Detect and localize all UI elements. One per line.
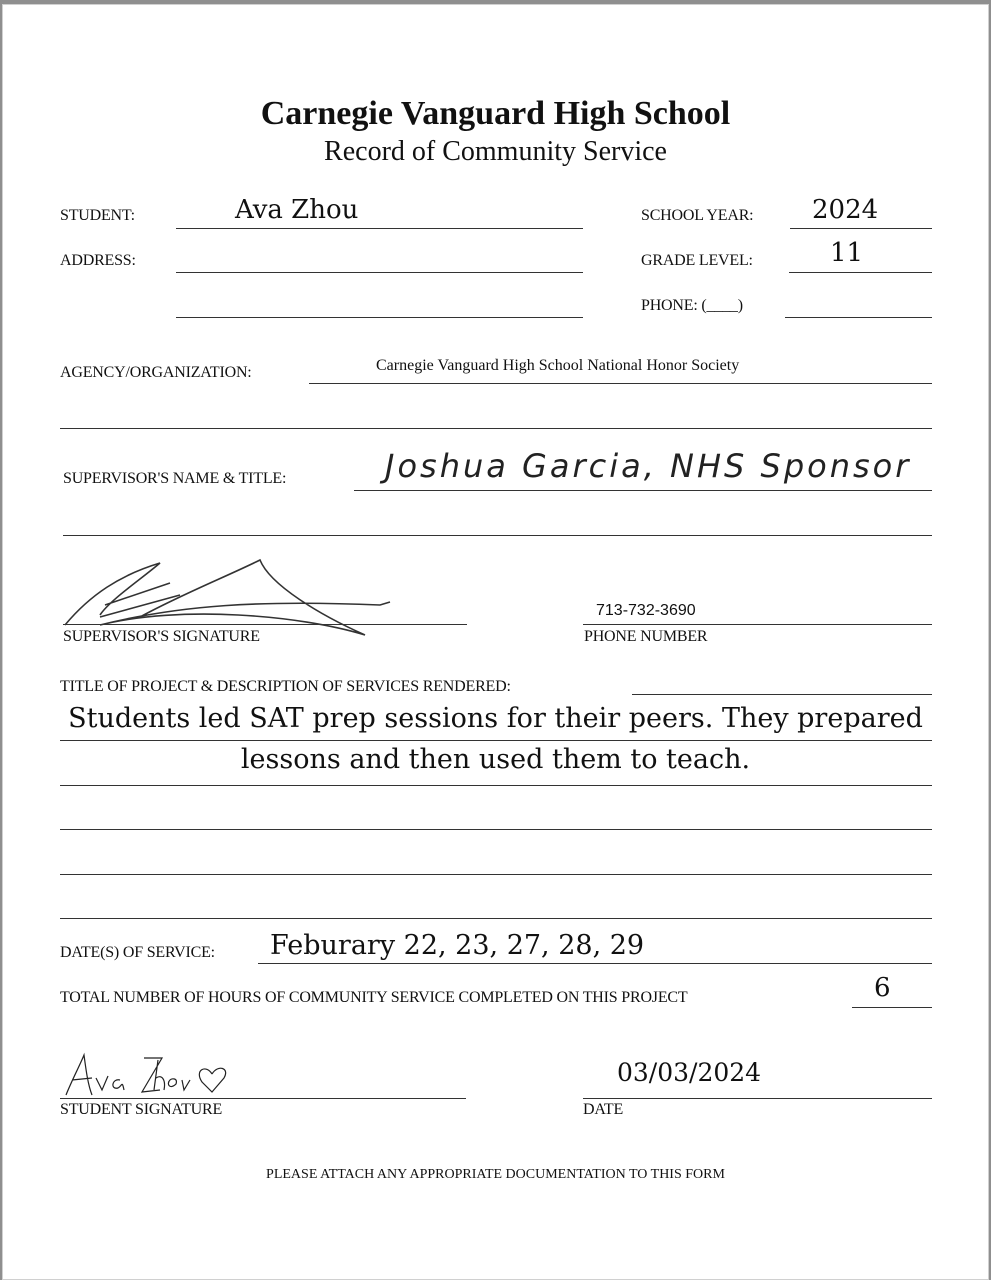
date-label: DATE <box>583 1101 624 1118</box>
school-title: Carnegie Vanguard High School <box>260 95 731 132</box>
grade-level-label: GRADE LEVEL: <box>641 252 753 269</box>
grade-level-line <box>789 272 932 273</box>
student-signature-label: STUDENT SIGNATURE <box>60 1101 223 1118</box>
school-year-value[interactable]: 2024 <box>812 195 879 225</box>
student-line <box>176 228 583 229</box>
student-label: STUDENT: <box>60 207 135 224</box>
supervisor-value[interactable]: Joshua Garcia, NHS Sponsor <box>385 447 912 485</box>
phone-number-label: PHONE NUMBER <box>584 628 708 645</box>
project-line-3[interactable] <box>60 829 932 830</box>
supervisor-line <box>354 490 932 491</box>
hours-label: TOTAL NUMBER OF HOURS OF COMMUNITY SERVICE COMPLETED ON THIS PROJECT <box>60 989 688 1006</box>
address-line-1[interactable] <box>176 272 583 273</box>
agency-line <box>309 383 932 384</box>
project-line-2 <box>60 785 932 786</box>
project-description-line-1[interactable]: Students led SAT prep sessions for their peers. They prepared <box>68 703 923 734</box>
supervisor-line-2 <box>63 535 932 536</box>
supervisor-signature-label: SUPERVISOR'S SIGNATURE <box>63 628 260 645</box>
agency-line-2 <box>60 428 932 429</box>
student-signature <box>62 1050 262 1100</box>
phone-label: PHONE: (____) <box>641 297 743 314</box>
hours-line <box>852 1007 932 1008</box>
school-year-label: SCHOOL YEAR: <box>641 207 754 224</box>
phone-number-value[interactable]: 713-732-3690 <box>596 602 696 619</box>
footer-note: PLEASE ATTACH ANY APPROPRIATE DOCUMENTATION TO THIS FORM <box>266 1167 725 1182</box>
agency-value[interactable]: Carnegie Vanguard High School National Honor Society <box>376 357 740 374</box>
project-line-4[interactable] <box>60 874 932 875</box>
address-line-2[interactable] <box>176 317 583 318</box>
dates-label: DATE(S) OF SERVICE: <box>60 944 215 961</box>
form-subtitle: Record of Community Service <box>324 136 667 167</box>
project-label: TITLE OF PROJECT & DESCRIPTION OF SERVICES RENDERED: <box>60 678 511 695</box>
agency-label: AGENCY/ORGANIZATION: <box>60 364 252 381</box>
phone-line[interactable] <box>785 317 932 318</box>
phone-number-line <box>583 624 932 625</box>
project-line-1 <box>60 740 932 741</box>
supervisor-signature-line <box>63 624 467 625</box>
project-line-5[interactable] <box>60 918 932 919</box>
date-value[interactable]: 03/03/2024 <box>617 1058 762 1087</box>
student-signature-line <box>60 1098 466 1099</box>
dates-line <box>258 963 932 964</box>
supervisor-label: SUPERVISOR'S NAME & TITLE: <box>63 470 287 487</box>
address-label: ADDRESS: <box>60 252 136 269</box>
school-year-line <box>790 228 932 229</box>
dates-value[interactable]: Feburary 22, 23, 27, 28, 29 <box>270 930 645 961</box>
date-line <box>583 1098 932 1099</box>
project-description-line-2[interactable]: lessons and then used them to teach. <box>240 744 751 775</box>
grade-level-value[interactable]: 11 <box>830 238 864 268</box>
student-value[interactable]: Ava Zhou <box>235 195 359 225</box>
project-line-0 <box>632 694 932 695</box>
hours-value[interactable]: 6 <box>874 973 891 1003</box>
